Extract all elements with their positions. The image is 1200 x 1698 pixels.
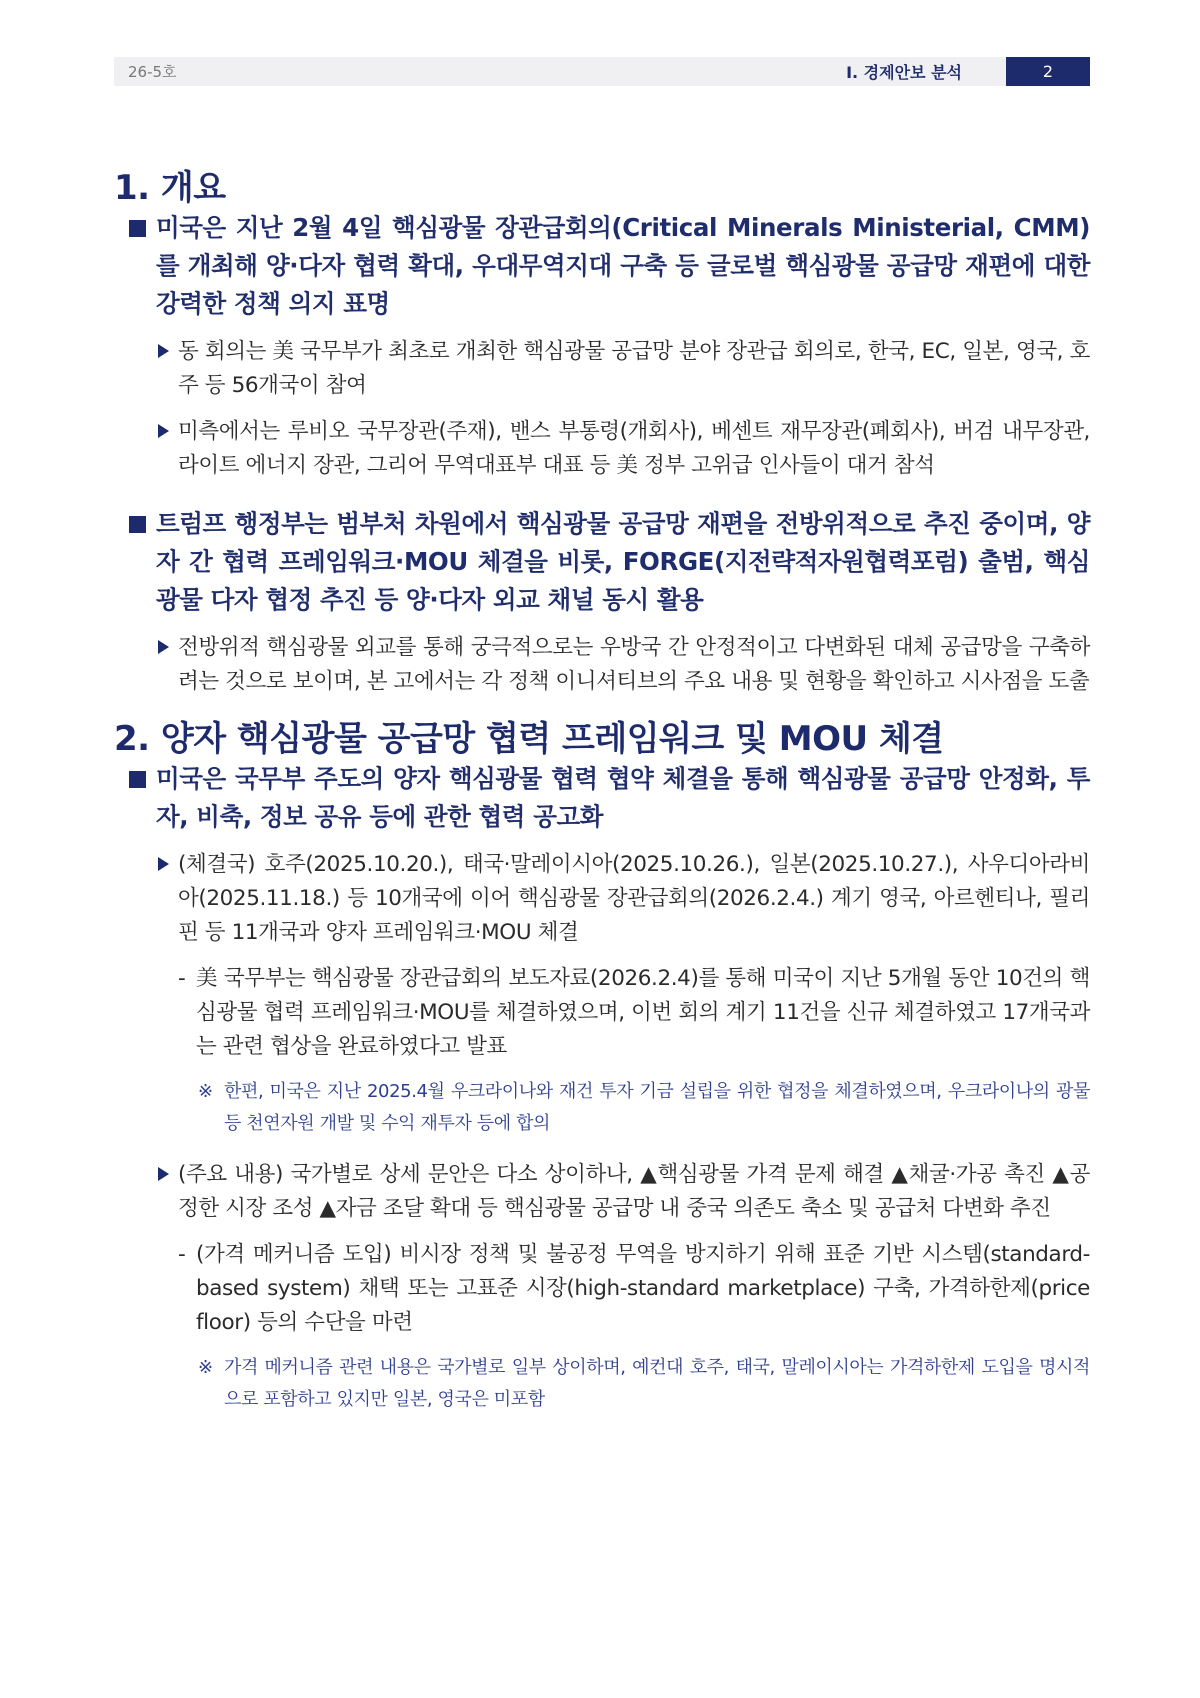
document-body bbox=[114, 160, 1090, 1430]
lead-text: 미국은 지난 2월 4일 핵심광물 장관급회의(Critical Minerals Ministerial, CMM)를 개최해 양·다자 협력 확대, 우대무역지대 구축 등 글로벌 핵심광물 공급망 재편에 대한 강력한 정책 의지 표명 bbox=[156, 213, 1090, 318]
page-header bbox=[114, 57, 1090, 86]
note-text: 가격 메커니즘 관련 내용은 국가별로 일부 상이하며, 예컨대 호주, 태국, 말레이시아는 가격하한제 도입을 명시적으로 포함하고 있지만 일본, 영국은 미포함 bbox=[224, 1357, 1090, 1410]
square-bullet-icon bbox=[129, 516, 146, 533]
bullet-text: 전방위적 핵심광물 외교를 통해 궁극적으로는 우방국 간 안정적이고 다변화된 대체 공급망을 구축하려는 것으로 보이며, 본 고에서는 각 정책 이니셔티브의 주요 내용 및 현황을 확인하고 시사점을 도출 bbox=[178, 635, 1090, 694]
bullet-item bbox=[114, 848, 1090, 950]
triangle-bullet-icon bbox=[158, 424, 169, 438]
lead-paragraph bbox=[114, 505, 1090, 619]
sub-item bbox=[114, 1238, 1090, 1340]
dash-mark: - bbox=[178, 966, 186, 991]
note-text: 한편, 미국은 지난 2025.4월 우크라이나와 재건 투자 기금 설립을 위한 협정을 체결하였으며, 우크라이나의 광물 등 천연자원 개발 및 수익 재투자 등에 합의 bbox=[224, 1081, 1090, 1134]
bullet-text: (체결국) 호주(2025.10.20.), 태국·말레이시아(2025.10.26.), 일본(2025.10.27.), 사우디아라비아(2025.11.18.) 등 10개국에 이어 핵심광물 장관급회의(2026.2.4.) 계기 영국, 아르헨티나, 필리핀 등 11개국과 양자 프레임워크·MOU 체결 bbox=[178, 852, 1090, 945]
bullet-text: (주요 내용) 국가별로 상세 문안은 다소 상이하나, ▲핵심광물 가격 문제 해결 ▲채굴·가공 촉진 ▲공정한 시장 조성 ▲자금 조달 확대 등 핵심광물 공급망 내 중국 의존도 축소 및 공급처 다변화 추진 bbox=[178, 1162, 1090, 1221]
dash-mark: - bbox=[178, 1242, 186, 1267]
sub-item bbox=[114, 962, 1090, 1064]
triangle-bullet-icon bbox=[158, 344, 169, 358]
page-number: 2 bbox=[1006, 57, 1090, 86]
triangle-bullet-icon bbox=[158, 1167, 169, 1181]
bullet-text: 미측에서는 루비오 국무장관(주재), 밴스 부통령(개회사), 베센트 재무장관(폐회사), 버검 내무장관, 라이트 에너지 장관, 그리어 무역대표부 대표 등 美 정부 고위급 인사들이 대거 참석 bbox=[178, 419, 1090, 478]
bullet-text: 동 회의는 美 국무부가 최초로 개최한 핵심광물 공급망 분야 장관급 회의로, 한국, EC, 일본, 영국, 호주 등 56개국이 참여 bbox=[178, 339, 1090, 398]
section-2-title: 2. 양자 핵심광물 공급망 협력 프레임워크 및 MOU 체결 bbox=[114, 719, 944, 759]
reference-note bbox=[114, 1076, 1090, 1140]
square-bullet-icon bbox=[129, 220, 146, 237]
reference-mark: ※ bbox=[198, 1357, 213, 1378]
sub-item-text: 美 국무부는 핵심광물 장관급회의 보도자료(2026.2.4)를 통해 미국이 지난 5개월 동안 10건의 핵심광물 협력 프레임워크·MOU를 체결하였으며, 이번 회의 계기 11건을 신규 체결하였고 17개국과는 관련 협상을 완료하였다고 발표 bbox=[196, 966, 1090, 1059]
sub-item-text: (가격 메커니즘 도입) 비시장 정책 및 불공정 무역을 방지하기 위해 표준 기반 시스템(standard-based system) 채택 또는 고표준 시장(high-standard marketplace) 구축, 가격하한제(price floor) 등의 수단을 마련 bbox=[196, 1242, 1090, 1335]
issue-number: 26-5호 bbox=[128, 63, 177, 81]
header-section-label: Ⅰ. 경제안보 분석 bbox=[846, 63, 962, 82]
lead-text: 미국은 국무부 주도의 양자 핵심광물 협력 협약 체결을 통해 핵심광물 공급망 안정화, 투자, 비축, 정보 공유 등에 관한 협력 공고화 bbox=[156, 764, 1090, 831]
bullet-item bbox=[114, 631, 1090, 699]
lead-text: 트럼프 행정부는 범부처 차원에서 핵심광물 공급망 재편을 전방위적으로 추진 중이며, 양자 간 협력 프레임워크·MOU 체결을 비롯, FORGE(지전략적자원협력포럼) 출범, 핵심광물 다자 협정 추진 등 양·다자 외교 채널 동시 활용 bbox=[156, 509, 1090, 614]
square-bullet-icon bbox=[129, 771, 146, 788]
triangle-bullet-icon bbox=[158, 640, 169, 654]
bullet-item bbox=[114, 335, 1090, 403]
section-1-title: 1. 개요 bbox=[114, 168, 226, 208]
lead-paragraph bbox=[114, 760, 1090, 836]
reference-note bbox=[114, 1352, 1090, 1416]
triangle-bullet-icon bbox=[158, 857, 169, 871]
bullet-item bbox=[114, 415, 1090, 483]
bullet-item bbox=[114, 1158, 1090, 1226]
lead-paragraph bbox=[114, 209, 1090, 323]
reference-mark: ※ bbox=[198, 1081, 213, 1102]
